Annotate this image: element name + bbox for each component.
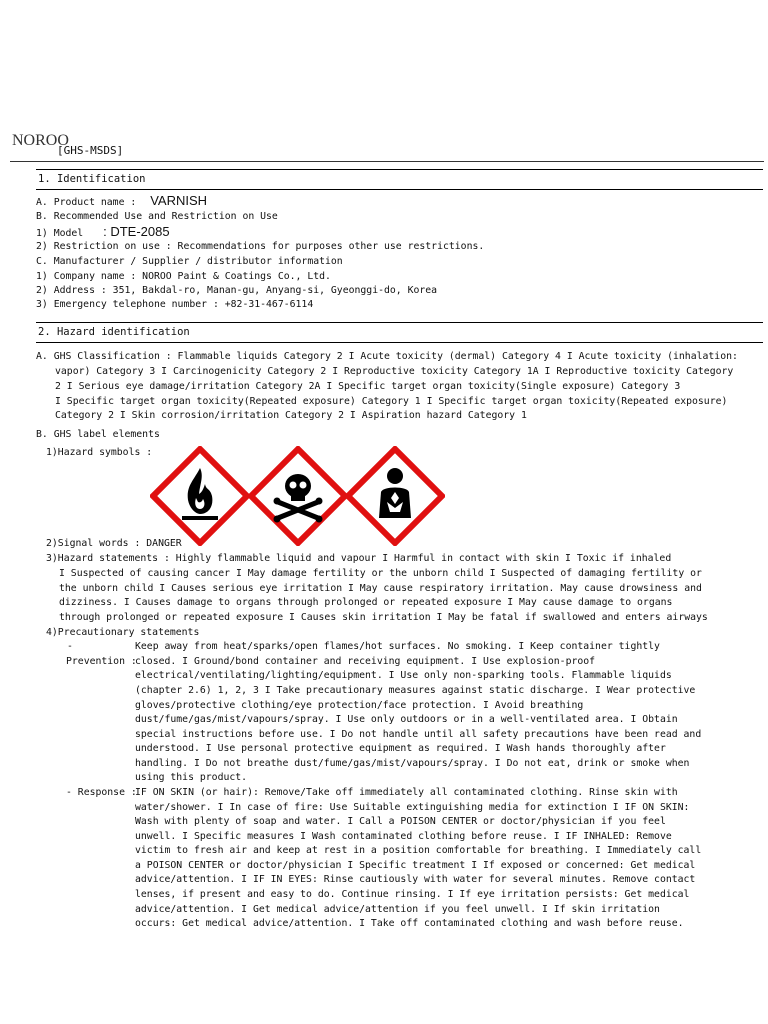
response-line: IF ON SKIN (or hair): Remove/Take off immediately all contaminated clothing. Rinse skin with: [135, 787, 678, 798]
section-top-rule: [36, 169, 763, 170]
response-line: advice/attention. I Get medical advice/attention if you feel unwell. I If skin irritation: [135, 904, 660, 915]
response-line: victim to fresh air and keep at rest in a position comfortable for breathing. I Immediately call: [135, 845, 702, 856]
ghs-label-elements: B. GHS label elements: [36, 429, 160, 440]
hazard-symbols-label: 1)Hazard symbols :: [46, 447, 153, 458]
ghs-class-line: Category 2 I Skin corrosion/irritation Category 2 I Aspiration hazard Category 1: [55, 410, 527, 421]
prevention-line: dust/fume/gas/mist/vapours/spray. I Use only outdoors or in a well-ventilated area. I Obtain: [135, 714, 678, 725]
product-name-value: VARNISH: [150, 193, 208, 208]
company-name: 1) Company name : NOROO Paint & Coatings Co., Ltd.: [36, 271, 331, 282]
section-title: 1. Identification: [38, 173, 146, 185]
manufacturer-info: C. Manufacturer / Supplier / distributor information: [36, 256, 343, 267]
product-name-row: [36, 194, 207, 211]
header-divider: [10, 161, 764, 162]
product-name-label: A. Product name :: [36, 197, 137, 208]
hazard-statement-line: dizziness. I Causes damage to organs through prolonged or repeated exposure I May cause damage to organs: [59, 597, 673, 608]
prevention-line: gloves/protective clothing/eye protection/face protection. I Avoid breathing: [135, 700, 584, 711]
skull-crossbones-icon: [248, 446, 348, 546]
section-rule: [36, 342, 763, 343]
prevention-line: handling. I Do not breathe dust/fume/gas/mist/vapours/spray. I Do not eat, drink or smoke when: [135, 758, 690, 769]
flame-icon: [150, 446, 250, 546]
prevention-line: closed. I Ground/bond container and receiving equipment. I Use explosion-proof: [135, 656, 596, 667]
prevention-line: electrical/ventilating/lighting/equipment. I Use only non-sparking tools. Flammable liquids: [135, 670, 672, 681]
response-line: a POISON CENTER or doctor/physician I Specific treatment I If exposed or concerned: Get medical: [135, 860, 696, 871]
restriction-on-use: 2) Restriction on use : Recommendations for purposes other use restrictions.: [36, 241, 485, 252]
response-line: water/shower. I In case of fire: Use Suitable extinguishing media for extinction I IF ON SKIN:: [135, 802, 690, 813]
model-label: 1) Model: [36, 228, 84, 239]
ghs-class-line: 2 I Serious eye damage/irritation Category 2A I Specific target organ toxicity(Single exposure) Category 3: [55, 381, 681, 392]
emergency-phone: 3) Emergency telephone number : +82-31-467-6114: [36, 299, 314, 310]
response-line: advice/attention. I IF IN EYES: Rinse cautiously with water for several minutes. Remove contact: [135, 874, 696, 885]
ghs-class-line: I Specific target organ toxicity(Repeated exposure) Category 1 I Specific target organ toxicity(Repeated exposure): [55, 396, 728, 407]
hazard-statement-line: through prolonged or repeated exposure I Causes skin irritation I May be fatal if swallowed and enters airways: [59, 612, 708, 623]
company-address: 2) Address : 351, Bakdal-ro, Manan-gu, Anyang-si, Gyeonggi-do, Korea: [36, 285, 438, 296]
response-label: - Response :: [66, 787, 137, 798]
prevention-dash: -: [67, 641, 73, 652]
prevention-label: Prevention :: [66, 656, 137, 667]
section-rule: [36, 189, 763, 190]
recommended-use: B. Recommended Use and Restriction on Use: [36, 211, 278, 222]
section-top-rule: [36, 322, 763, 323]
prevention-line: (chapter 2.6) 1, 2, 3 I Take precautionary measures against static discharge. I Wear protective: [135, 685, 696, 696]
prevention-line: special instructions before use. I Do not handle until all safety precautions have been read and: [135, 729, 702, 740]
response-line: Wash with plenty of soap and water. I Call a POISON CENTER or doctor/physician if you feel: [135, 816, 666, 827]
ghs-class-line: A. GHS Classification : Flammable liquids Category 2 I Acute toxicity (dermal) Category 4 I Acute toxicity (inhalation:: [36, 351, 738, 362]
hazard-statement-line: I Suspected of causing cancer I May damage fertility or the unborn child I Suspected of damaging fertility or: [59, 568, 702, 579]
precautionary-statements: 4)Precautionary statements: [46, 627, 200, 638]
ghs-class-line: vapor) Category 3 I Carcinogenicity Category 2 I Reproductive toxicity Category 1A I Reproductive toxicity Category: [55, 366, 734, 377]
signal-words: 2)Signal words : DANGER: [46, 538, 182, 549]
response-line: lenses, if present and easy to do. Continue rinsing. I If eye irritation persists: Get medical: [135, 889, 690, 900]
prevention-line: using this product.: [135, 772, 248, 783]
hazard-statement-line: the unborn child I Causes serious eye irritation I May cause respiratory irritation. May cause drowsiness and: [59, 583, 702, 594]
response-line: occurs: Get medical advice/attention. I Take off contaminated clothing and wash before reuse.: [135, 918, 684, 929]
health-hazard-icon: [345, 446, 445, 546]
response-line: unwell. I Specific measures I Wash contaminated clothing before reuse. I IF INHALED: Remove: [135, 831, 672, 842]
prevention-line: Keep away from heat/sparks/open flames/hot surfaces. No smoking. I Keep container tightly: [135, 641, 660, 652]
noroo-logo: NOROO: [12, 132, 69, 149]
prevention-line: understood. I Use personal protective equipment as required. I Wash hands thoroughly after: [135, 743, 666, 754]
model-value: : DTE-2085: [103, 224, 170, 239]
section-title: 2. Hazard identification: [38, 326, 190, 338]
hazard-statement-line: 3)Hazard statements : Highly flammable liquid and vapour I Harmful in contact with skin I Toxic if inhaled: [46, 553, 672, 564]
document-type: [GHS-MSDS]: [57, 144, 124, 157]
